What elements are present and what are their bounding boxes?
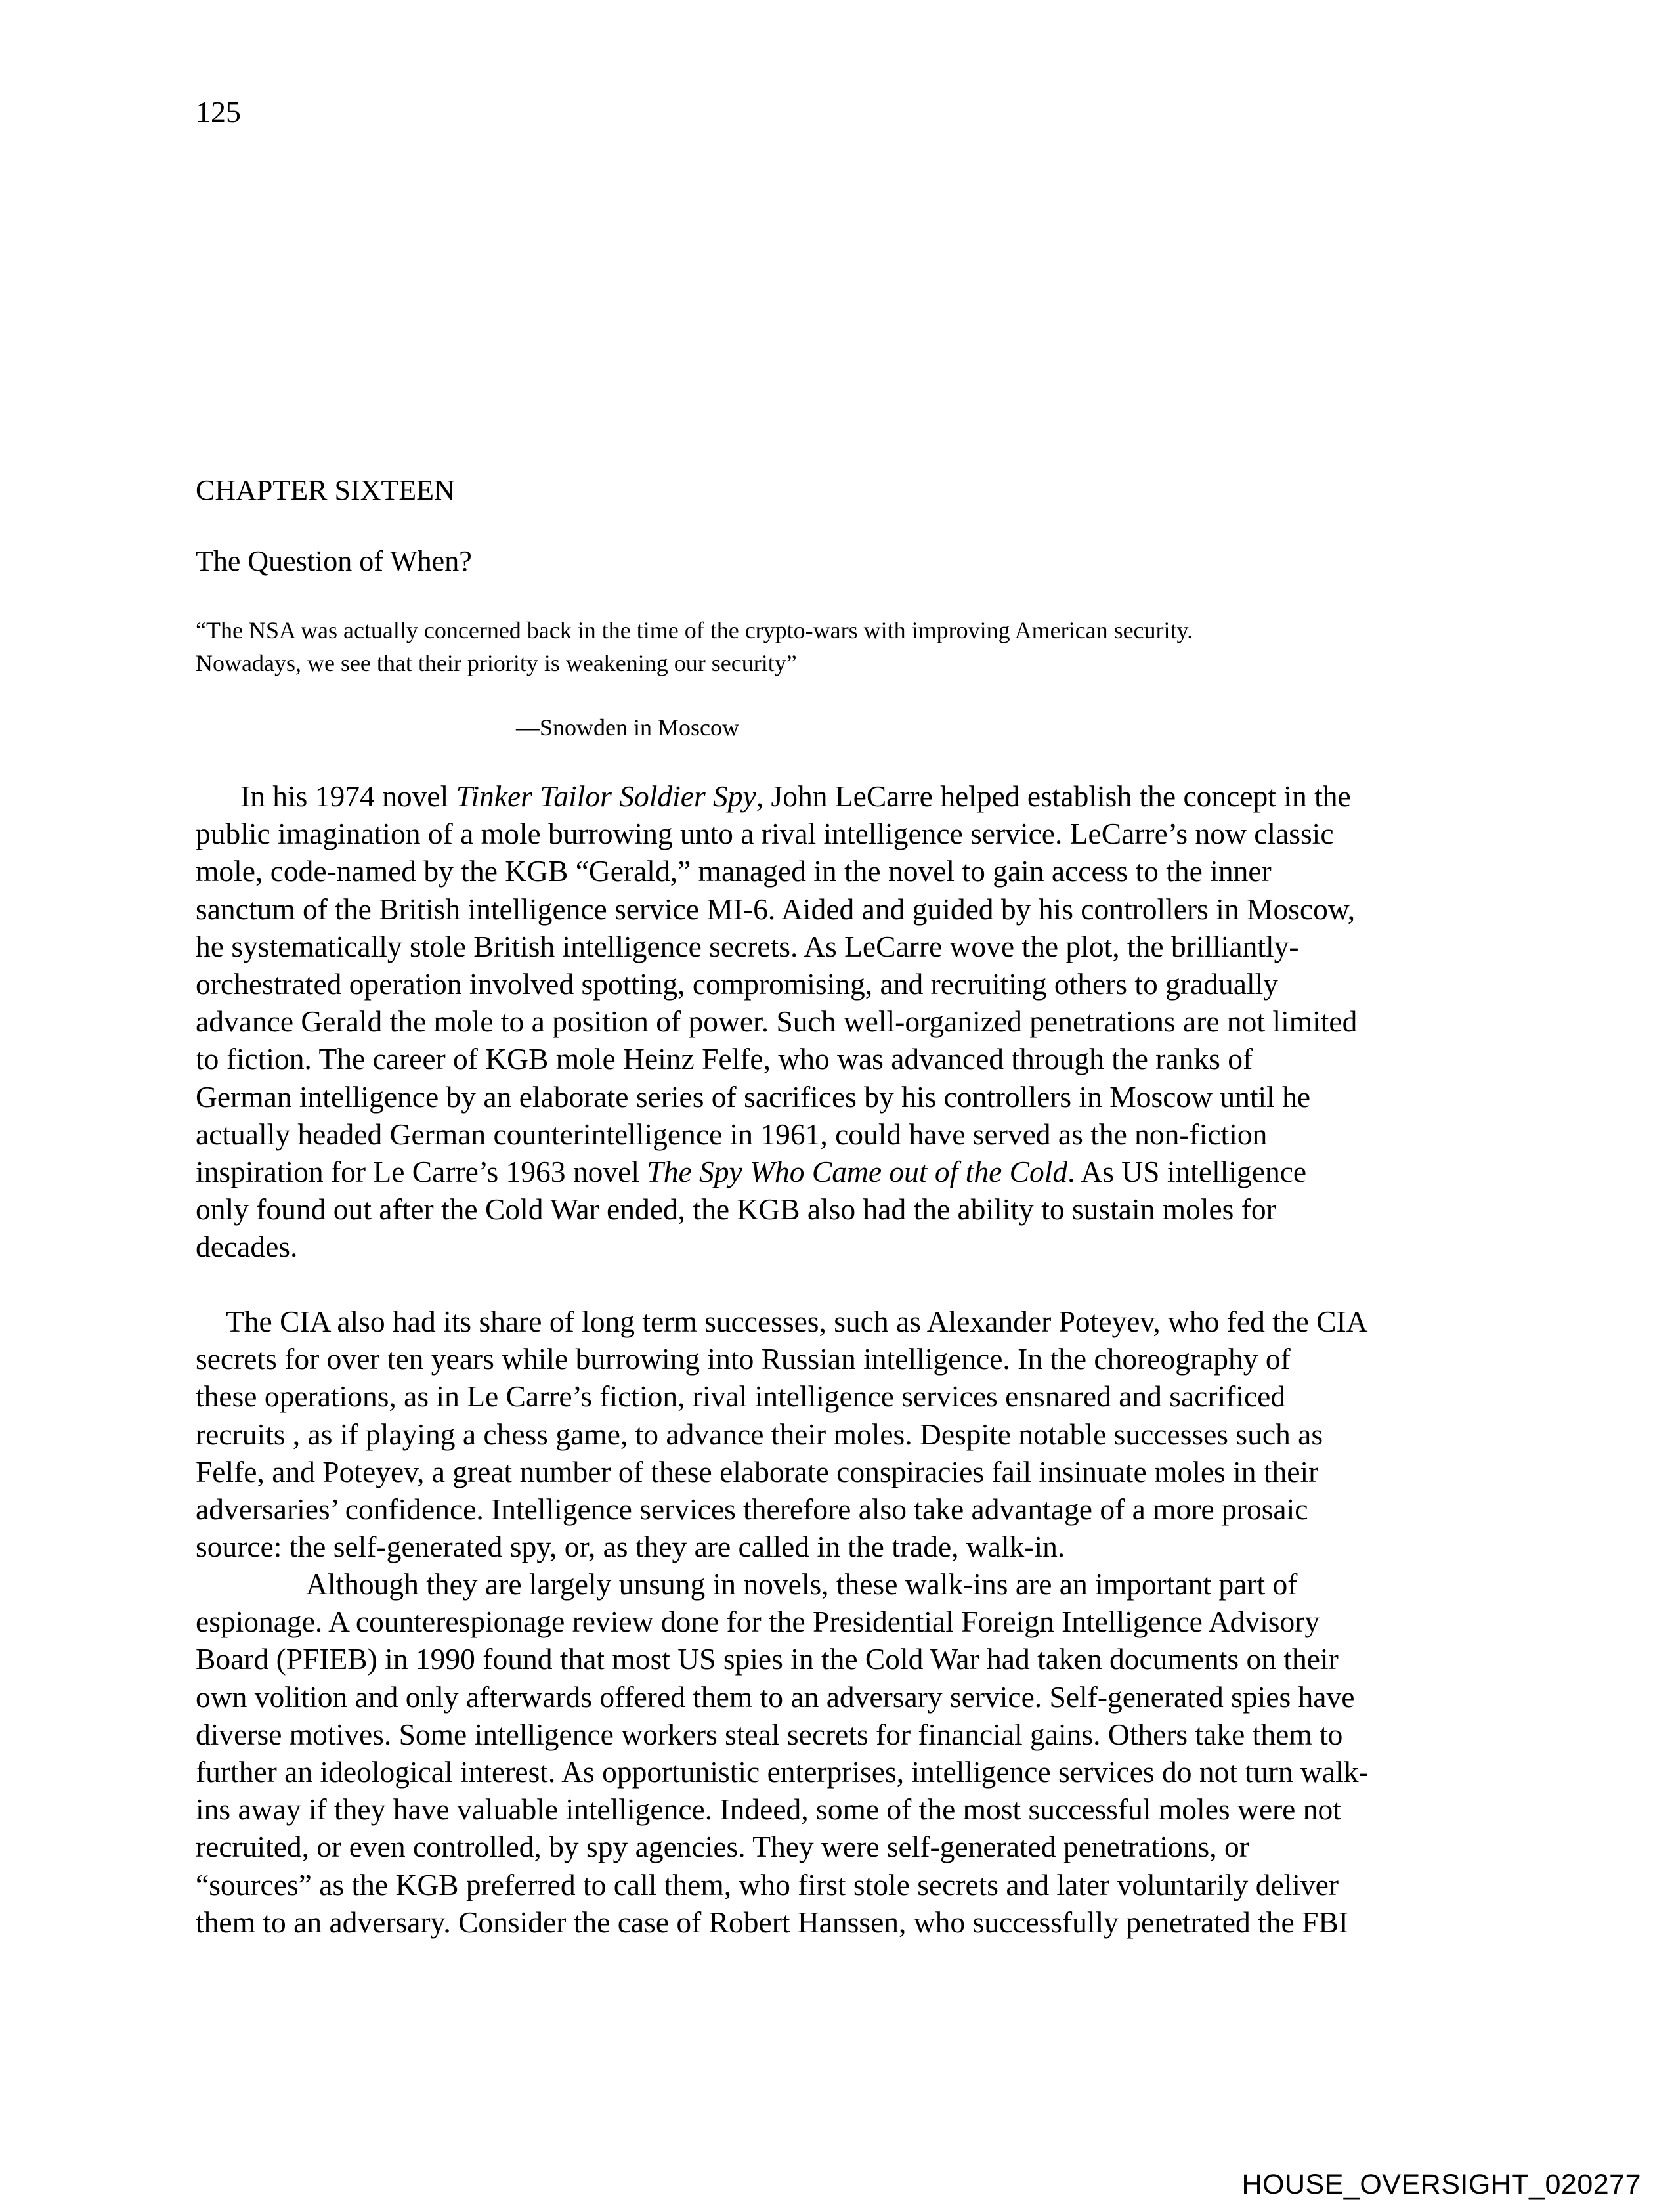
body-paragraph-3 (196, 1565, 1369, 1941)
epigraph-attribution: —Snowden in Moscow (516, 714, 739, 741)
paragraph-line: ins away if they have valuable intelligence. Indeed, some of the most successful moles were not (196, 1792, 1341, 1827)
paragraph-line: Felfe, and Poteyev, a great number of these elaborate conspiracies fail insinuate moles in their (196, 1454, 1319, 1488)
paragraph-line: recruited, or even controlled, by spy agencies. They were self-generated penetrations, or (196, 1830, 1249, 1864)
paragraph-line: Board (PFIEB) in 1990 found that most US spies in the Cold War had taken documents on their (196, 1642, 1339, 1676)
paragraph-line: diverse motives. Some intelligence workers steal secrets for financial gains. Others take them to (196, 1717, 1343, 1751)
epigraph-line: Nowadays, we see that their priority is weakening our security” (196, 650, 797, 676)
paragraph-line: source: the self-generated spy, or, as they are called in the trade, walk-in. (196, 1530, 1065, 1564)
paragraph-line (196, 777, 1357, 815)
paragraph-line: advance Gerald the mole to a position of power. Such well-organized penetrations are not limited (196, 1005, 1358, 1039)
body-paragraph-1 (196, 777, 1357, 1266)
paragraph-line: espionage. A counterespionage review done for the Presidential Foreign Intelligence Advisory (196, 1605, 1320, 1639)
bates-stamp: HOUSE_OVERSIGHT_020277 (1241, 2169, 1641, 2200)
paragraph-line: “sources” as the KGB preferred to call them, who first stole secrets and later voluntarily deliver (196, 1867, 1339, 1901)
epigraph-line: “The NSA was actually concerned back in the time of the crypto-wars with improving American security. (196, 617, 1193, 643)
epigraph-quote (196, 614, 1193, 680)
paragraph-line: mole, code-named by the KGB “Gerald,” managed in the novel to gain access to the inner (196, 854, 1272, 888)
book-title-spy-who-came: The Spy Who Came out of the Cold (647, 1155, 1068, 1189)
paragraph-line: decades. (196, 1230, 298, 1264)
paragraph-line: actually headed German counterintelligence in 1961, could have served as the non-fiction (196, 1117, 1268, 1151)
paragraph-line: further an ideological interest. As opportunistic enterprises, intelligence services do not turn walk- (196, 1755, 1369, 1789)
paragraph-line: he systematically stole British intelligence secrets. As LeCarre wove the plot, the brilliantly- (196, 929, 1299, 963)
body-paragraph-2 (196, 1303, 1368, 1565)
paragraph-line: recruits , as if playing a chess game, to advance their moles. Despite notable successes such as (196, 1417, 1323, 1451)
paragraph-line: secrets for over ten years while burrowing into Russian intelligence. In the choreography of (196, 1342, 1291, 1376)
paragraph-line: to fiction. The career of KGB mole Heinz Felfe, who was advanced through the ranks of (196, 1042, 1253, 1076)
text-run: In his 1974 novel (240, 779, 456, 813)
paragraph-line: orchestrated operation involved spotting, compromising, and recruiting others to gradually (196, 967, 1278, 1001)
paragraph-line: own volition and only afterwards offered them to an adversary service. Self-generated spies have (196, 1680, 1355, 1714)
paragraph-line: public imagination of a mole burrowing unto a rival intelligence service. LeCarre’s now classic (196, 817, 1334, 851)
book-title-tinker-tailor: Tinker Tailor Soldier Spy (456, 779, 756, 813)
text-run: . As US intelligence (1067, 1155, 1307, 1189)
paragraph-line: them to an adversary. Consider the case of Robert Hanssen, who successfully penetrated the FBI (196, 1905, 1348, 1939)
paragraph-line: these operations, as in Le Carre’s fiction, rival intelligence services ensnared and sacrificed (196, 1379, 1286, 1414)
paragraph-line: sanctum of the British intelligence service MI-6. Aided and guided by his controllers in Moscow, (196, 892, 1356, 926)
paragraph-line: The CIA also had its share of long term successes, such as Alexander Poteyev, who fed the CIA (226, 1305, 1368, 1338)
paragraph-line: Although they are largely unsung in novels, these walk-ins are an important part of (306, 1567, 1298, 1601)
text-run: , John LeCarre helped establish the concept in the (756, 779, 1351, 813)
text-run: inspiration for Le Carre’s 1963 novel (196, 1155, 647, 1189)
paragraph-line: adversaries’ confidence. Intelligence services therefore also take advantage of a more prosaic (196, 1492, 1308, 1527)
paragraph-line (196, 1153, 1357, 1190)
paragraph-line: German intelligence by an elaborate series of sacrifices by his controllers in Moscow until he (196, 1079, 1311, 1114)
chapter-heading: CHAPTER SIXTEEN (196, 474, 455, 506)
chapter-title: The Question of When? (196, 545, 472, 577)
paragraph-line: only found out after the Cold War ended, the KGB also had the ability to sustain moles for (196, 1192, 1276, 1226)
page-number: 125 (196, 95, 241, 129)
